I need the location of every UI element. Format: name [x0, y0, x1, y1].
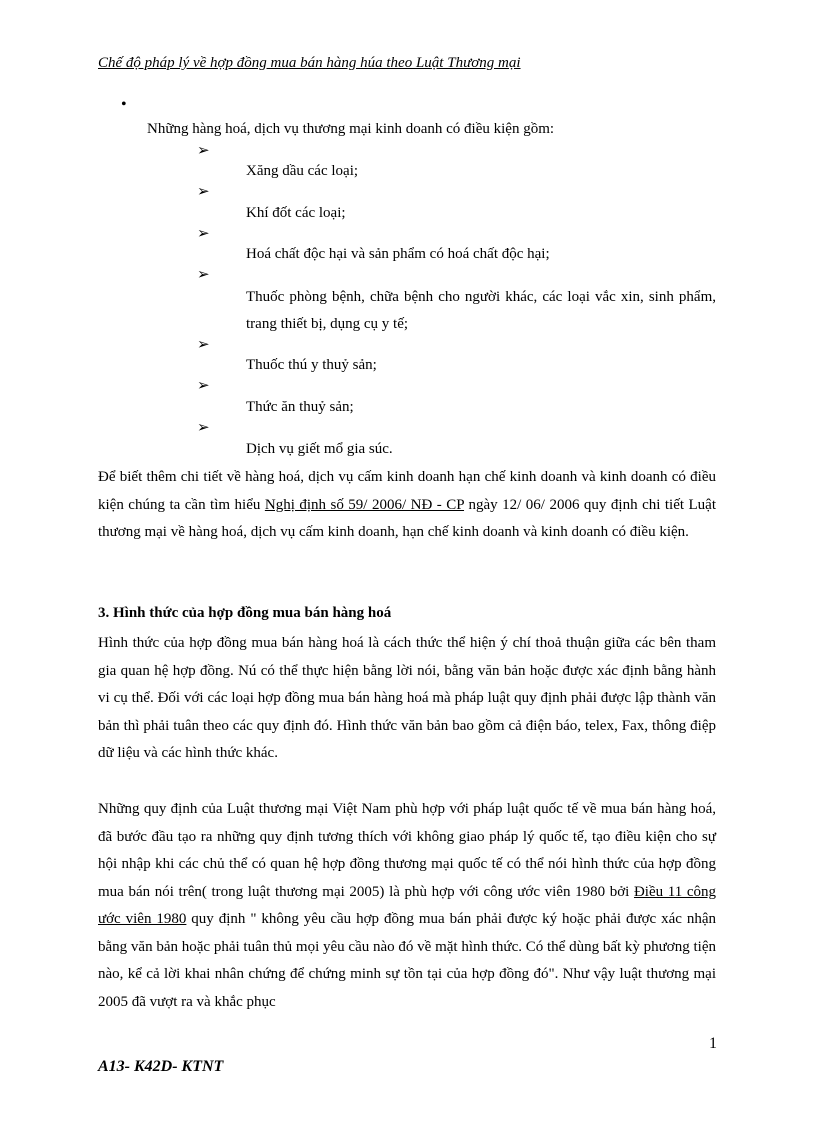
paragraph-text: Để biết thêm chi tiết về hàng hoá, dịch vụ cấm kinh doanh hạn chế kinh doanh và kinh doanh có điều kiện chúng ta cần tìm hiểu: [98, 469, 716, 513]
paragraph-contract-form: Hình thức của hợp đồng mua bán hàng hoá là cách thức thể hiện ý chí thoả thuận giữa các bên tham gia quan hệ hợp đồng. Nú có thể thực hiện bằng lời nói, bằng văn bản hoặc được xác định bằng hành vi cụ thể. Đối với các loại hợp đồng mua bán hàng hoá mà pháp luật quy định phải được lập thành văn bản thì phải tuân theo các quy định đó. Hình thức văn bản bao gồm cả điện báo, telex, Fax, thông điệp dữ liệu và các hình thức khác.: [98, 635, 716, 761]
paragraph-international-law: [98, 796, 716, 1016]
list-item: Thuốc phòng bệnh, chữa bệnh cho người khác, các loại vắc xin, sinh phẩm, trang thiết bị, dụng cụ y tế;: [246, 289, 716, 332]
paragraph-decree-reference: [98, 464, 716, 547]
page-number: 1: [709, 1035, 717, 1052]
list-item: Xăng dầu các loại;: [246, 163, 359, 179]
arrow-bullet-icon: ➢: [197, 184, 210, 200]
page-footer: A13- K42D- KTNT: [98, 1058, 224, 1075]
arrow-bullet-icon: ➢: [197, 420, 210, 436]
arrow-bullet-icon: ➢: [197, 143, 210, 159]
arrow-bullet-icon: ➢: [197, 267, 210, 283]
arrow-bullet-icon: ➢: [197, 378, 210, 394]
list-item: Dịch vụ giết mổ gia súc.: [246, 441, 393, 457]
paragraph-text: Những quy định của Luật thương mại Việt Nam phù hợp với pháp luật quốc tế về mua bán hàng hoá, đã bước đầu tạo ra những quy định tương thích với không giao pháp lý quốc tế, tạo điều kiện cho sự hội nhập khi các chủ thể có quan hệ hợp đồng thương mại quốc tế có thể nói hình thức của hợp đồng mua bán nói trên( trong luật thương mại 2005) là phù hợp với công ước viên 1980 bởi: [98, 801, 716, 900]
list-intro: Những hàng hoá, dịch vụ thương mại kinh doanh có điều kiện gồm:: [147, 121, 555, 137]
arrow-bullet-icon: ➢: [197, 226, 210, 242]
list-item: Thức ăn thuỷ sản;: [246, 399, 354, 415]
article-link[interactable]: Điều 11 công ước viên 1980: [98, 883, 717, 927]
decree-link[interactable]: Nghị định số 59/ 2006/ NĐ - CP: [264, 496, 465, 513]
list-item: Thuốc thú y thuỷ sản;: [246, 357, 377, 373]
page-header: Chế độ pháp lý về hợp đồng mua bán hàng húa theo Luật Thương mại: [98, 55, 521, 71]
paragraph-text: ngày 12/ 06/ 2006 quy định chi tiết Luật thương mại về hàng hoá, dịch vụ cấm kinh doanh, hạn chế kinh doanh và kinh doanh có điều kiện.: [98, 496, 717, 540]
list-item: Hoá chất độc hại và sản phẩm có hoá chất độc hại;: [246, 246, 550, 262]
paragraph-text: quy định " không yêu cầu hợp đồng mua bán phải được ký hoặc phải được xác nhận bằng văn bản hoặc phải tuân thủ mọi yêu cầu nào đó về mặt hình thức. Có thể dùng bất kỳ phương tiện nào, kể cả lời khai nhân chứng để chứng minh sự tồn tại của hợp đồng đó". Như vậy luật thương mại 2005 đã vượt ra và khắc phục: [98, 911, 716, 1010]
bullet-icon: •: [121, 96, 127, 113]
section-heading: 3. Hình thức của hợp đồng mua bán hàng hoá: [98, 605, 392, 621]
arrow-bullet-icon: ➢: [197, 337, 210, 353]
list-item: Khí đốt các loại;: [246, 205, 346, 221]
